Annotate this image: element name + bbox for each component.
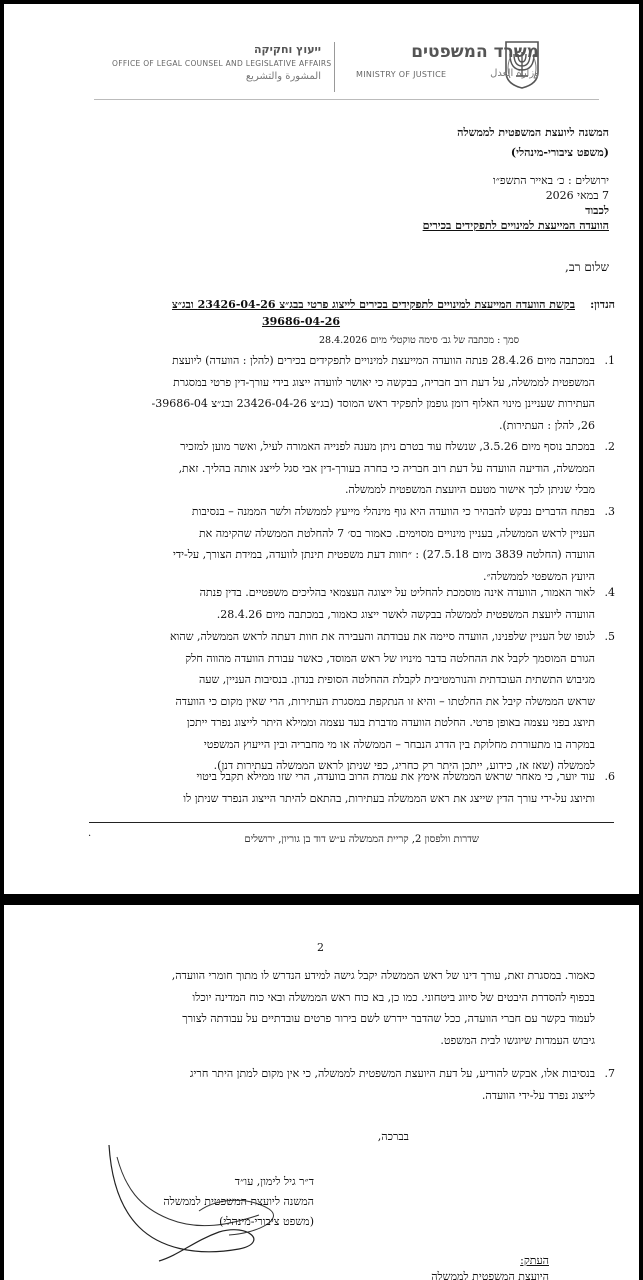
paragraph-line: העתירות שעניינן מינוי האלוף רומן גופמן לתפקיד ראש המוסד (בג״צ 23426-04-26 ובג״צ 39686-04- [151, 397, 595, 410]
ministry-name-ar: وزارة العدل [490, 68, 539, 79]
ministry-name-en: MINISTRY OF JUSTICE [356, 70, 447, 79]
paragraph-line: שראש הממשלה קיבל את החלטתו – והיא זו הנתקפת במסגרת העתירות, הרי שאין מקום כי הוועדה [175, 694, 595, 708]
paragraph-line: הגורם המוסמך לקבל את ההחלטה בדבר מינויו של ראש המוסד, כאשר עבודת הוועדה מהווה חלק [185, 651, 595, 665]
recipient-name: הוועדה המייעצת למינויים לתפקידים בכירים [422, 219, 609, 232]
paragraph-line: הוועדה ליועצת המשפטית לממשלה בבקשה לאשר ייצוג כאמור, במכתבה מיום 28.4.26. [216, 607, 595, 621]
paragraph-number: .1 [604, 354, 615, 367]
letter-date-gregorian: 7 במאי 2026 [545, 189, 609, 202]
page-number: 2 [317, 941, 324, 954]
signatory-subtitle: (משפט ציבורי-מינהלי) [219, 1215, 314, 1228]
ministry-name-he: משרד המשפטים [411, 42, 539, 62]
paragraph-line: העניין לראש הממשלה, בעניין מינויים מסוימים. כאמור בס׳ 7 להחלטת הממשלה שהקימה את [198, 526, 595, 540]
signatory-title: המשנה ליועצת המשפטית לממשלה [163, 1195, 314, 1208]
paragraph-line: לגופו של העניין שלפנינו, הוועדה סיימה את עבודתה והעבירה את חוות דעתה לראש הממשלה, שהוא [169, 630, 595, 643]
paragraph-line: 26, להלן : העתירות). [499, 418, 595, 432]
office-name-he: ייעוץ וחקיקה [253, 43, 321, 56]
closing: בברכה, [377, 1130, 409, 1143]
paragraph-line: מגיבוש התשתית העובדתית והנורמטיבית לקבלת ההחלטה הסופית בנדון. בנסיבות העניין, שעה [198, 673, 595, 686]
paragraph-line: בפתח הדברים נבקש להבהיר כי הוועדה היא גוף מינהלי מייעץ לממשלה ולשר הממנה – בנסיבות [191, 505, 595, 518]
paragraph-line: היועץ המשפטי לממשלה״. [482, 569, 595, 583]
paragraph-number: .4 [604, 586, 615, 599]
paragraph-line: עוד יוער, כי מאחר שראש הממשלה אימץ את עמדת הרוב בוועדה, הרי שזו ממילא תקבל ביטוי [196, 770, 595, 783]
paragraph-line: לעמוד בקשר עם חברי הוועדה, ככל שהדבר יידרש לשם בירור פרטים עובדתיים על עבודתה לצורך [182, 1012, 595, 1025]
paragraph-line: ותיוצג על-ידי עורך הדין שייצג את ראש הממשלה בעתירות, בהתאם להיתר הייצוג הנפרד שניתן לו [183, 791, 595, 805]
office-name-ar: المشورة والتشريع [245, 71, 321, 82]
paragraph-number: .6 [604, 770, 615, 783]
sender-title: המשנה ליועצת המשפטית לממשלה [457, 126, 609, 139]
paragraph-line: במכתב נוסף מיום 3.5.26, שנשלח עוד בטרם ניתן מענה לפנייה האמורה לעיל, ואשר מוען למזכיר [180, 440, 595, 453]
greeting: שלום רב, [565, 260, 609, 274]
paragraph-line: תיוצג בפני עצמה באופן פרטי. החלטת הוועדה מדברת בעד עצמה וממילא היתר לייצוג נפרד ייתכן [186, 716, 595, 729]
footer-dot: . [88, 828, 92, 839]
paragraph-line: כאמור. במסגרת זאת, עורך דינו של ראש הממשלה יקבל גישה למידע הנדרש לו מתוך חומרי הוועדה, [171, 969, 595, 982]
footer-rule [89, 822, 614, 823]
paragraph-number: .2 [604, 440, 615, 453]
paragraph-line: לממשלה (שאז אז, כידוע, ייתכן היתר רק כחריג, כפי שניתן לראש הממשלה בעתירות דנן). [213, 759, 595, 772]
letter-page-2 [4, 905, 639, 1280]
paragraph-line: לאור האמור, הוועדה אינה מוסמכת להחליט על ייצוגה העצמאי בהליכים משפטיים. בדין פנתה [199, 586, 595, 599]
paragraph-line: הוועדה (החלטה 3839 מיום 27.5.18) : ״חוות דעת משפטית תינתן לוועדה, במידת הצורך, על-ידי [172, 548, 595, 561]
paragraph-number: .3 [604, 505, 615, 518]
paragraph-line: המשפטית לממשלה, על דעת רוב חבריה, בבקשה כי יאושר לוועדה ייצוג בידי עורך-דין פרטי במסגרת [173, 375, 595, 389]
sender-subtitle: (משפט ציבורי-מינהלי) [510, 146, 609, 159]
letter-date-hebrew: ירושלים : כ׳ באייר התשפ״ו [492, 174, 609, 187]
subject-line-2: 39686-04-26 [262, 315, 341, 328]
paragraph-line: בכפוף להסדרת היבטים של סיווג ביטחוני. כמו כן, בא כוח ראש הממשלה ובאי כוח המדינה יוכלו [192, 990, 595, 1004]
footer-address: שדרות וולפסון 2, קריית הממשלה ע״ש דוד בן גוריון, ירושלים [244, 834, 479, 845]
paragraph-line: במקרה בו מתעוררת מחלוקת בין הדרג הנבחר – הממשלה או מי מחבריה ובין הייעוץ המשפטי [203, 737, 595, 751]
office-name-en: OFFICE OF LEGAL COUNSEL AND LEGISLATIVE AFFAIRS [112, 59, 332, 68]
letter-page-1 [4, 4, 639, 894]
signatory-name: ד״ר גיל לימון, עו״ד [234, 1175, 314, 1188]
paragraph-number: .7 [604, 1067, 615, 1080]
letterhead-rule [94, 99, 599, 100]
letterhead-separator [334, 42, 335, 92]
paragraph-line: לייצוג נפרד על-ידי הוועדה. [481, 1088, 595, 1102]
paragraph-number: .5 [604, 630, 615, 643]
subject-label: הנדון: [590, 298, 615, 311]
recipient-honorific: לכבוד [585, 204, 609, 217]
paragraph-line: במכתבה מיום 28.4.26 פנתה הוועדה המייעצת למינויים לתפקידים בכירים (להלן : הוועדה) ליועצת [172, 354, 595, 367]
cc-first-recipient: היועצת המשפטית לממשלה [431, 1270, 549, 1280]
subject-line-1: בקשת הוועדה המייעצת למינויים לתפקידים בכירים לייצוג פרטי בבג״צ 23426-04-26 ובג״צ [172, 298, 575, 311]
subject-reference: סמך : מכתבה של גב׳ סימה טוקטלי מיום 28.4.2026 [318, 335, 519, 346]
paragraph-line: בנסיבות אלו, אבקש להודיע, על דעת היועצת המשפטית לממשלה, כי אין מקום למתן היתר חריג [189, 1067, 595, 1080]
paragraph-line: גיבוש העמדות שיוגשו לבית המשפט. [440, 1033, 595, 1047]
paragraph-line: מבלי שניתן לכך אישור מטעם היועצת המשפטית לממשלה. [344, 483, 595, 496]
cc-label: העתק: [520, 1254, 549, 1267]
paragraph-line: הממשלה, הודיעה הוועדה על דעת רוב חבריה כי בחרה בעורך-דין אבי סגל לייצג אותה בהליך. זאת, [178, 461, 595, 475]
